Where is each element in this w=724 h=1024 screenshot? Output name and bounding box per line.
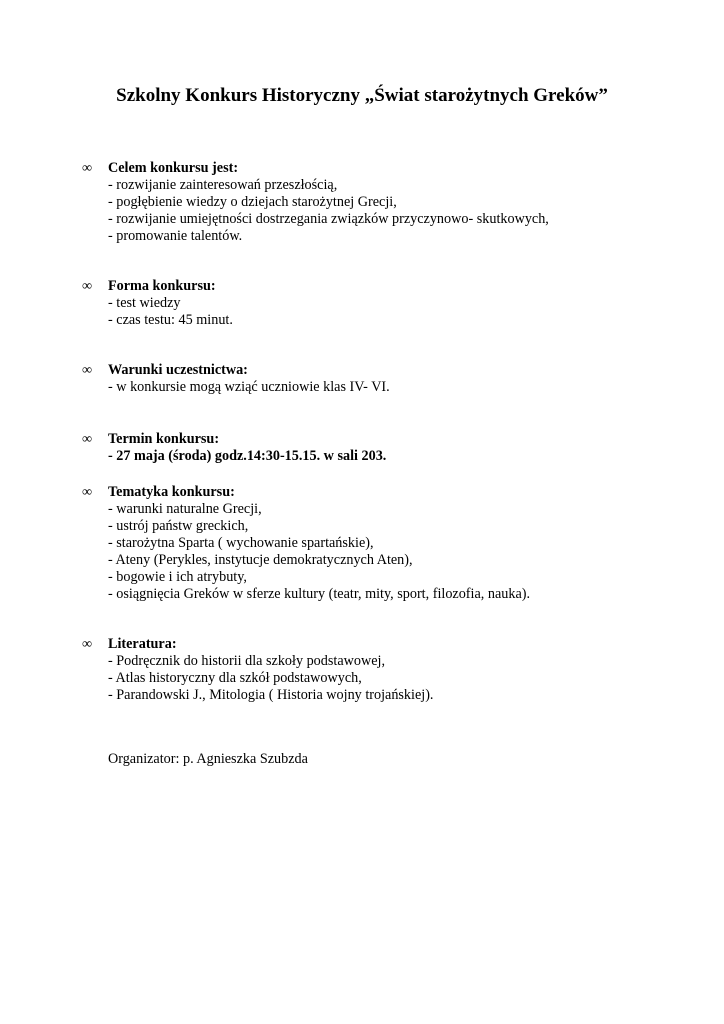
list-item: - promowanie talentów.	[108, 228, 243, 244]
section-literature-content	[108, 636, 702, 704]
section-heading: Termin konkursu:	[108, 431, 220, 447]
infinity-bullet-icon: ∞	[82, 431, 93, 447]
section-heading: Celem konkursu jest:	[108, 160, 239, 176]
list-item: - w konkursie mogą wziąć uczniowie klas IV- VI.	[108, 379, 390, 395]
section-heading: Warunki uczestnictwa:	[108, 362, 248, 378]
list-item: - Parandowski J., Mitologia ( Historia wojny trojańskiej).	[108, 687, 434, 703]
infinity-bullet-icon: ∞	[82, 160, 93, 176]
section-form-content	[108, 278, 702, 329]
list-item: - starożytna Sparta ( wychowanie spartańskie),	[108, 535, 374, 551]
list-item: - warunki naturalne Grecji,	[108, 501, 262, 517]
list-item: - test wiedzy	[108, 295, 181, 311]
infinity-bullet-icon: ∞	[82, 484, 93, 500]
list-item: - ustrój państw greckich,	[108, 518, 249, 534]
infinity-bullet-icon: ∞	[82, 362, 93, 378]
section-date-content	[108, 431, 702, 465]
section-heading: Literatura:	[108, 636, 177, 652]
section-conditions-content	[108, 362, 702, 396]
infinity-bullet-icon: ∞	[82, 636, 93, 652]
section-topics-content	[108, 484, 702, 603]
section-heading: Tematyka konkursu:	[108, 484, 235, 500]
list-item: - rozwijanie umiejętności dostrzegania związków przyczynowo- skutkowych,	[108, 211, 549, 227]
list-item: - czas testu: 45 minut.	[108, 312, 233, 328]
document-title: Szkolny Konkurs Historyczny „Świat starożytnych Greków”	[116, 85, 608, 106]
list-item: - Ateny (Perykles, instytucje demokratycznych Aten),	[108, 552, 413, 568]
list-item: - 27 maja (środa) godz.14:30-15.15. w sali 203.	[108, 448, 387, 464]
list-item: - osiągnięcia Greków w sferze kultury (teatr, mity, sport, filozofia, nauka).	[108, 586, 531, 602]
list-item: - pogłębienie wiedzy o dziejach starożytnej Grecji,	[108, 194, 397, 210]
list-item: - rozwijanie zainteresowań przeszłością,	[108, 177, 338, 193]
section-heading: Forma konkursu:	[108, 278, 216, 294]
infinity-bullet-icon: ∞	[82, 278, 93, 294]
organizer-signature: Organizator: p. Agnieszka Szubzda	[108, 751, 308, 767]
list-item: - Atlas historyczny dla szkół podstawowych,	[108, 670, 362, 686]
section-goals-content	[108, 160, 702, 245]
list-item: - bogowie i ich atrybuty,	[108, 569, 247, 585]
list-item: - Podręcznik do historii dla szkoły podstawowej,	[108, 653, 386, 669]
